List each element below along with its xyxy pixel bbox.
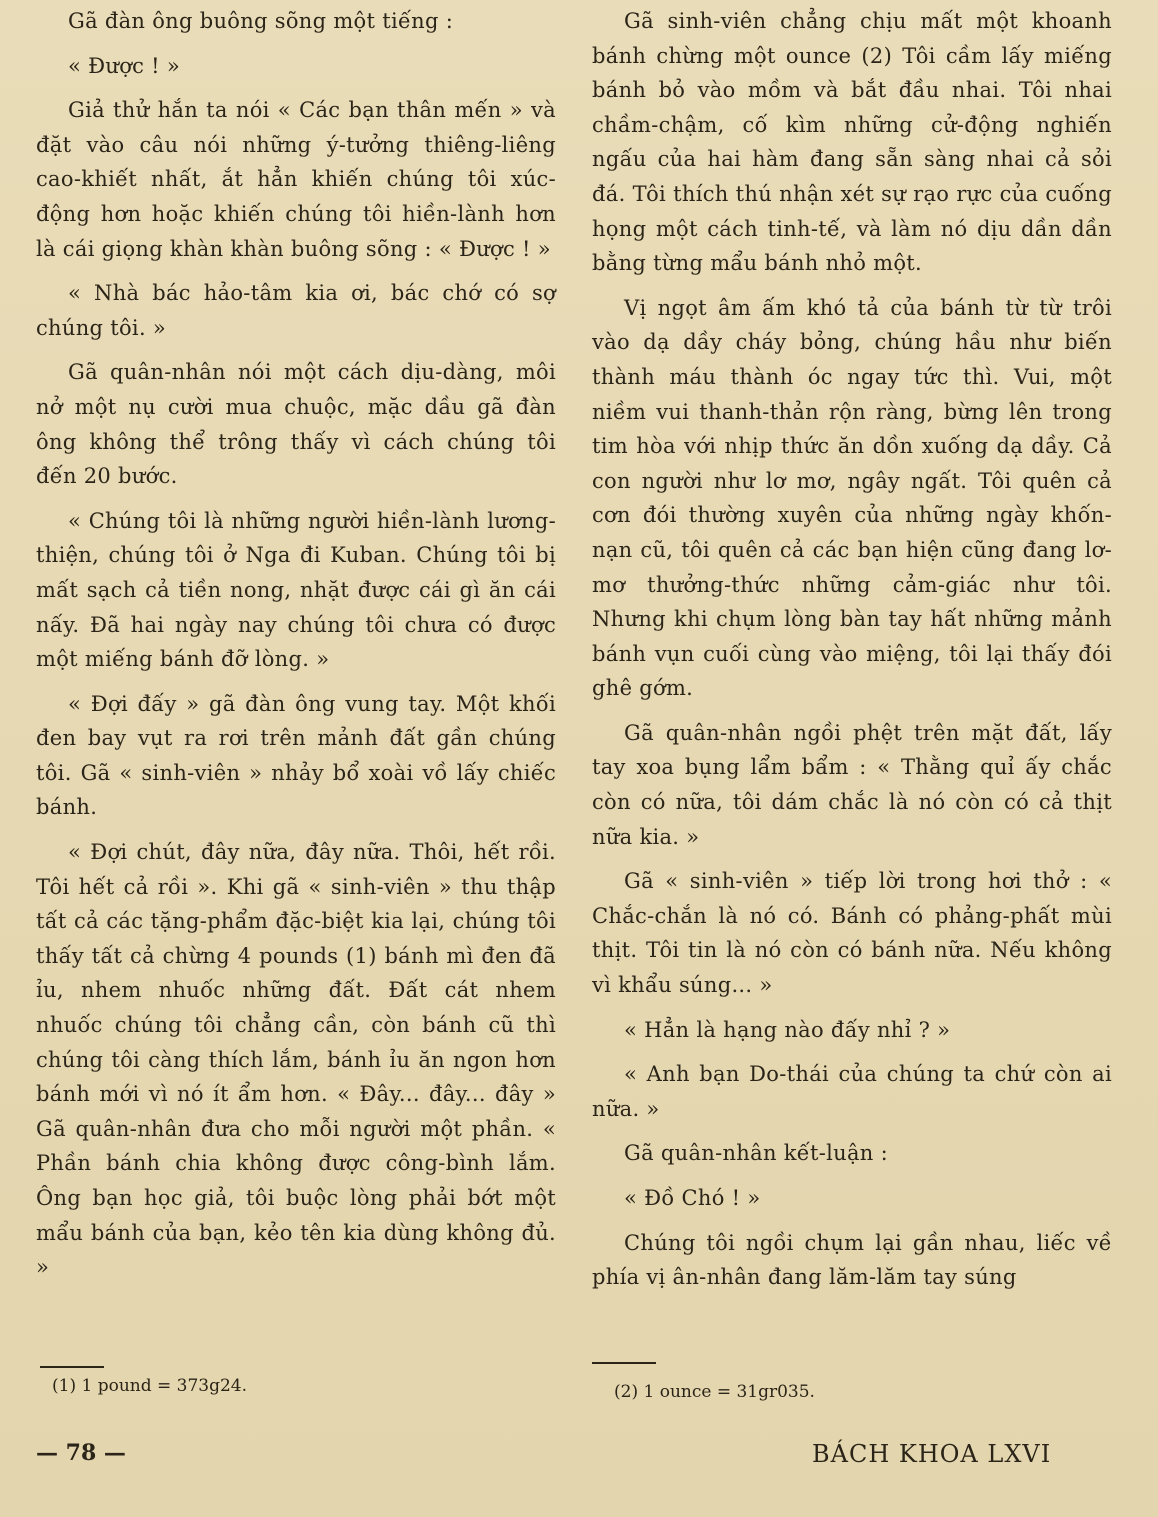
right-column [592, 4, 1112, 1305]
paragraph: Vị ngọt âm ấm khó tả của bánh từ từ trôi vào dạ dầy cháy bỏng, chúng hầu như biến thành máu thành óc ngay tức thì. Vui, một niềm vui thanh-thản rộn ràng, bừng lên trong tim hòa với nhịp thức ăn dồn xuống dạ dầy. Cả con người như lơ mơ, ngây ngất. Tôi quên cả cơn đói thường xuyên của những ngày khốn-nạn cũ, tôi quên cả các bạn hiện cũng đang lơ-mơ thưởng-thức những cảm-giác như tôi. Nhưng khi chụm lòng bàn tay hất những mảnh bánh vụn cuối cùng vào miệng, tôi lại thấy đói ghê gớm. [592, 295, 1112, 701]
footnote-left: (1) 1 pound = 373g24. [52, 1376, 248, 1396]
paragraph: Gã quân-nhân kết-luận : [624, 1141, 888, 1166]
paragraph: Gã sinh-viên chẳng chịu mất một khoanh bánh chừng một ounce (2) Tôi cầm lấy miếng bánh bỏ vào mồm và bắt đầu nhai. Tôi nhai chầm-chậm, cố kìm những cử-động nghiến ngấu của hai hàm đang sẵn sàng nhai cả sỏi đá. Tôi thích thú nhận xét sự rạo rực của cuống họng một cách tinh-tế, và làm nó dịu dần dần bằng từng mẩu bánh nhỏ một. [592, 9, 1112, 276]
paragraph: « Nhà bác hảo-tâm kia ơi, bác chớ có sợ chúng tôi. » [36, 281, 556, 340]
paragraph: « Đợi chút, đây nữa, đây nữa. Thôi, hết rồi. Tôi hết cả rồi ». Khi gã « sinh-viên » thu thập tất cả các tặng-phẩm đặc-biệt kia lại, chúng tôi thấy tất cả chừng 4 pounds (1) bánh mì đen đã ỉu, nhem nhuốc những đất. Đất cát nhem nhuốc chúng tôi chẳng cần, còn bánh cũ thì chúng tôi càng thích lắm, bánh ỉu ăn ngon hơn bánh mới vì nó ít ẩm hơn. « Đây... đây... đây » Gã quân-nhân đưa cho mỗi người một phần. « Phần bánh chia không được công-bình lắm. Ông bạn học giả, tôi buộc lòng phải bớt một mẩu bánh của bạn, kẻo tên kia dùng không đủ. » [36, 840, 556, 1280]
paragraph: Giả thử hắn ta nói « Các bạn thân mến » và đặt vào câu nói những ý-tưởng thiêng-liêng cao-khiết nhất, ắt hẳn khiến chúng tôi xúc-động hơn hoặc khiến chúng tôi hiền-lành hơn là cái giọng khàn khàn buông sõng : « Được ! » [36, 98, 556, 261]
paragraph: Gã quân-nhân ngồi phệt trên mặt đất, lấy tay xoa bụng lẩm bẩm : « Thằng quỉ ấy chắc còn có nữa, tôi dám chắc là nó còn có cả thịt nữa kia. » [592, 720, 1112, 849]
left-column [36, 4, 556, 1295]
paragraph: Chúng tôi ngồi chụm lại gần nhau, liếc về phía vị ân-nhân đang lăm-lăm tay súng [592, 1230, 1112, 1290]
paragraph: « Đồ Chó ! » [624, 1186, 761, 1210]
paragraph: « Đợi đấy » gã đàn ông vung tay. Một khối đen bay vụt ra rơi trên mảnh đất gần chúng tôi. Gã « sinh-viên » nhảy bổ xoài vồ lấy chiếc bánh. [36, 691, 556, 820]
footnote-right: (2) 1 ounce = 31gr035. [614, 1382, 815, 1402]
paragraph: « Anh bạn Do-thái của chúng ta chứ còn ai nữa. » [592, 1062, 1112, 1121]
footnote-rule [40, 1366, 104, 1368]
paragraph: Gã quân-nhân nói một cách dịu-dàng, môi nở một nụ cười mua chuộc, mặc dầu gã đàn ông không thể trông thấy vì cách chúng tôi đến 20 bước. [36, 360, 556, 489]
paragraph: Gã đàn ông buông sõng một tiếng : [68, 9, 454, 33]
footnote-rule [592, 1362, 656, 1364]
paragraph: « Được ! » [68, 53, 181, 78]
paragraph: « Chúng tôi là những người hiền-lành lương-thiện, chúng tôi ở Nga đi Kuban. Chúng tôi bị mất sạch cả tiền nong, nhặt được cái gì ăn cái nấy. Đã hai ngày nay chúng tôi chưa có được một miếng bánh đỡ lòng. » [36, 508, 556, 672]
paragraph: « Hẳn là hạng nào đấy nhỉ ? » [624, 1017, 951, 1042]
magazine-name: BÁCH KHOA LXVI [812, 1440, 1052, 1468]
paragraph: Gã « sinh-viên » tiếp lời trong hơi thở : « Chắc-chắn là nó có. Bánh có phảng-phất mùi thịt. Tôi tin là nó còn có bánh nữa. Nếu không vì khẩu súng... » [592, 869, 1112, 998]
page-number: — 78 — [36, 1440, 126, 1466]
